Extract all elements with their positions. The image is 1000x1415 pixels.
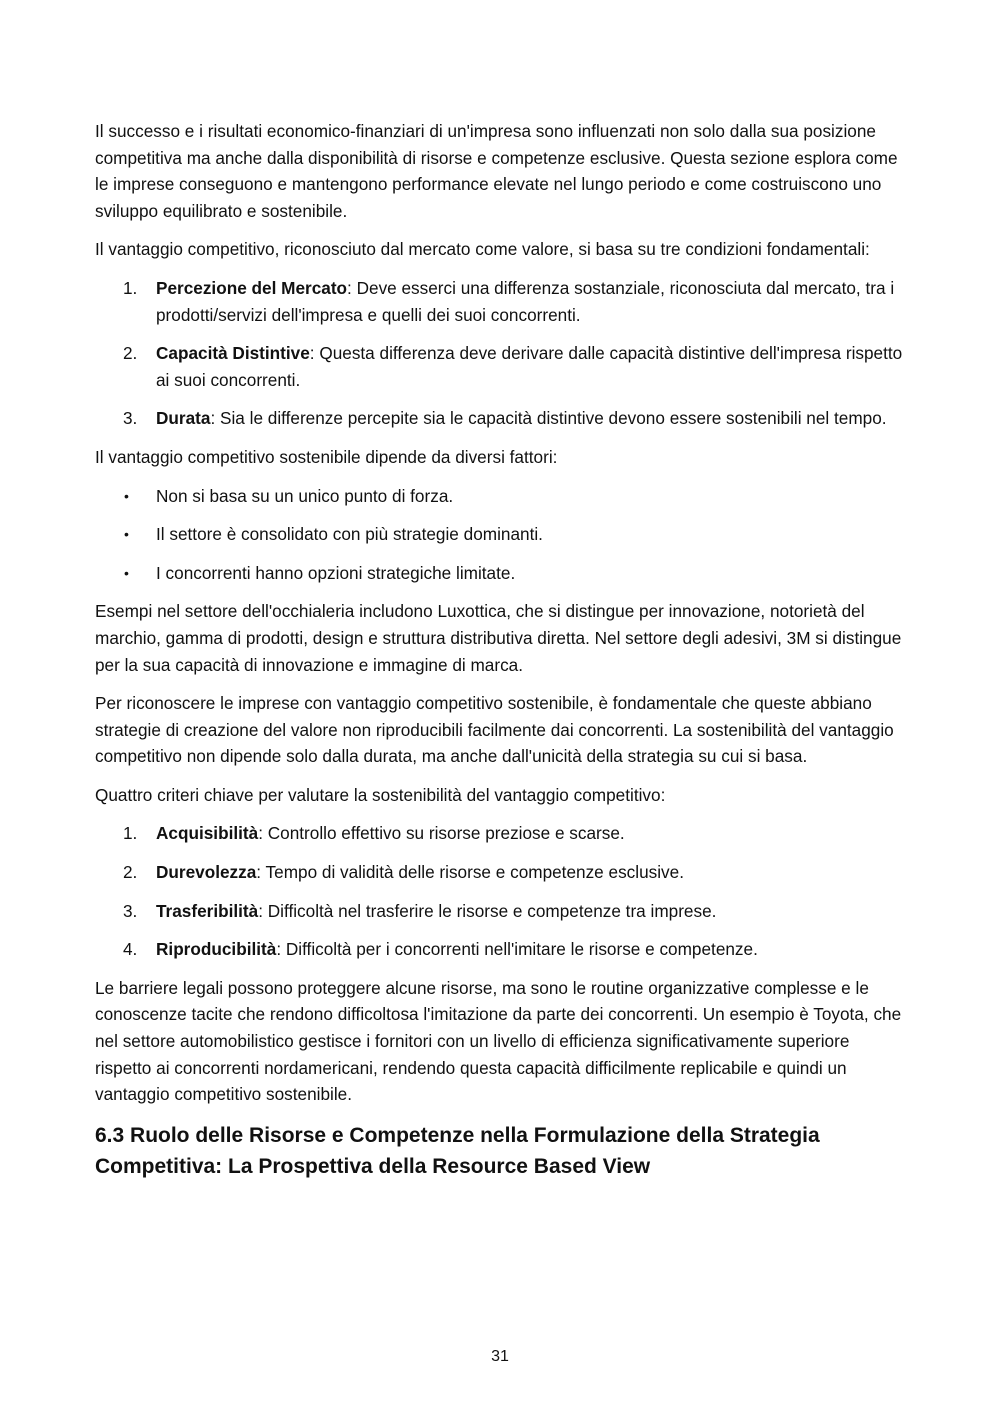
section-heading: 6.3 Ruolo delle Risorse e Competenze nella Formulazione della Strategia Competitiva: La Prospettiva della Resource Based View [95, 1123, 820, 1178]
list-item-text: : Questa differenza deve derivare dalle capacità distintive dell'impresa rispetto ai suoi concorrenti. [156, 343, 903, 390]
list-number: 3. [123, 900, 138, 921]
page-number: 31 [491, 1348, 509, 1365]
list-item-text: Il settore è consolidato con più strategie dominanti. [156, 524, 543, 545]
list-number: 1. [123, 277, 138, 298]
sustainability-paragraph: Per riconoscere le imprese con vantaggio competitivo sostenibile, è fondamentale che queste abbiano strategie di creazione del valore non riproducibili facilmente dai concorrenti. La sostenibilità del vantaggio competitivo non dipende solo dalla durata, ma anche dall'unicità della strategia su cui si basa. [95, 693, 894, 767]
list-item [95, 820, 910, 847]
conditions-list [95, 275, 910, 432]
list-item-term: Capacità Distintive [156, 343, 310, 364]
list-item [95, 521, 910, 548]
list-item-text: : Deve esserci una differenza sostanziale, riconosciuta dal mercato, tra i prodotti/servizi dell'impresa e quelli dei suoi concorrenti. [156, 277, 895, 325]
list-item [95, 936, 910, 963]
barriers-paragraph: Le barriere legali possono proteggere alcune risorse, ma sono le routine organizzative complesse e le conoscenze tacite che rendono difficoltosa l'imitazione da parte dei concorrenti. Un esempio è Toyota, che nel settore automobilistico gestisce i fornitori con un livello di efficienza significativamente superiore rispetto ai concorrenti nordamericani, rendendo questa capacità difficilmente replicabile e quindi un vantaggio competitivo sostenibile. [95, 977, 902, 1105]
list-item-term: Durata [156, 408, 211, 429]
list-number: 1. [123, 823, 138, 844]
list-item [95, 275, 910, 328]
factors-list [95, 483, 910, 587]
list-item [95, 859, 910, 886]
list-item-text: : Sia le differenze percepite sia le capacità distintive devono essere sostenibili nel tempo. [210, 408, 887, 429]
criteria-intro-paragraph: Quattro criteri chiave per valutare la sostenibilità del vantaggio competitivo: [95, 784, 666, 805]
list-item-term: Acquisibilità [156, 823, 259, 844]
document-body [95, 118, 910, 1182]
list-item [95, 898, 910, 925]
list-item-text: : Difficoltà per i concorrenti nell'imitare le risorse e competenze. [276, 939, 758, 960]
list-item-text: : Controllo effettivo su risorse preziose e scarse. [258, 823, 625, 844]
bullet-icon: • [124, 487, 129, 504]
list-item [95, 405, 910, 432]
list-number: 2. [123, 343, 138, 364]
conditions-intro-paragraph: Il vantaggio competitivo, riconosciuto dal mercato come valore, si basa su tre condizioni fondamentali: [95, 239, 870, 260]
bullet-icon: • [124, 564, 129, 581]
examples-paragraph: Esempi nel settore dell'occhialeria includono Luxottica, che si distingue per innovazione, notorietà del marchio, gamma di prodotti, design e struttura distributiva diretta. Nel settore degli adesivi, 3M si distingue per la sua capacità di innovazione e immagine di marca. [95, 601, 902, 675]
list-number: 3. [123, 408, 138, 429]
list-item-text: : Difficoltà nel trasferire le risorse e competenze tra imprese. [258, 900, 717, 921]
bullet-icon: • [124, 526, 129, 543]
list-item-term: Trasferibilità [156, 900, 259, 921]
list-item-text: : Tempo di validità delle risorse e competenze esclusive. [256, 862, 684, 883]
list-item-text: Non si basa su un unico punto di forza. [156, 485, 454, 506]
criteria-list [95, 820, 910, 962]
list-item-term: Riproducibilità [156, 939, 277, 960]
intro-paragraph: Il successo e i risultati economico-finanziari di un'impresa sono influenzati non solo dalla sua posizione competitiva ma anche dalla disponibilità di risorse e competenze esclusive. Questa sezione esplora come le imprese conseguono e mantengono performance elevate nel lungo periodo e come costruiscono uno sviluppo equilibrato e sostenibile. [95, 121, 898, 221]
list-item-term: Durevolezza [156, 862, 257, 883]
list-number: 2. [123, 862, 138, 883]
list-item [95, 483, 910, 510]
list-item [95, 560, 910, 587]
list-number: 4. [123, 939, 138, 960]
list-item [95, 340, 910, 393]
list-item-text: I concorrenti hanno opzioni strategiche limitate. [156, 562, 516, 583]
list-item-term: Percezione del Mercato [156, 277, 348, 298]
factors-intro-paragraph: Il vantaggio competitivo sostenibile dipende da diversi fattori: [95, 446, 558, 467]
